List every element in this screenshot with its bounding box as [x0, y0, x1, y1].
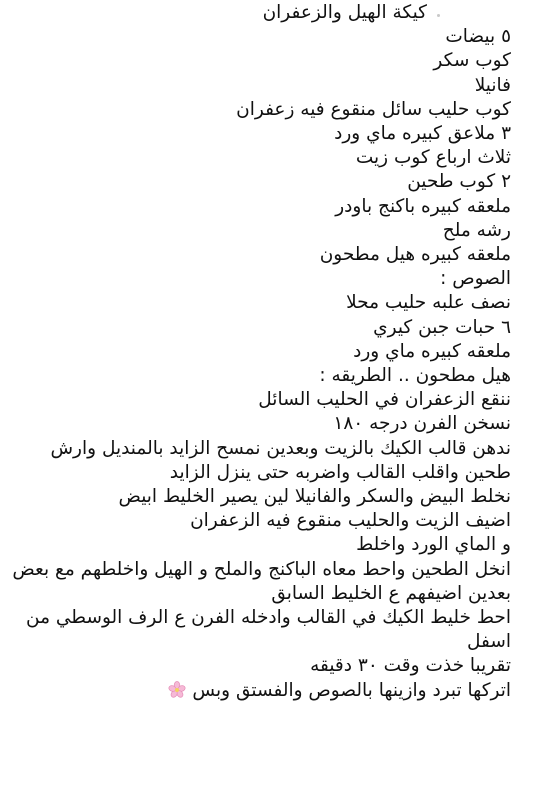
- note-line: ننقع الزعفران في الحليب السائل: [258, 389, 511, 411]
- note-line: ملعقه كبيره هيل مطحون: [319, 244, 511, 266]
- note-line: فانيلا: [474, 74, 511, 96]
- note-last-text: اتركها تبرد وازينها بالصوص والفستق وبس: [192, 679, 511, 701]
- note-line: ملعقه كبيره باكنج باودر: [335, 195, 511, 217]
- note-line: ٥ بيضات: [445, 26, 511, 48]
- cherry-blossom-icon: [168, 681, 186, 699]
- note-line: ندهن قالب الكيك بالزيت وبعدين نمسح الزايد بالمنديل وارش: [50, 437, 511, 459]
- note-line: كوب سكر: [433, 50, 511, 72]
- note-line: طحين واقلب القالب واضربه حتى ينزل الزايد: [169, 461, 511, 483]
- note-line: نخلط البيض والسكر والفانيلا لين يصير الخليط ابيض: [118, 486, 511, 508]
- note-line: ملعقه كبيره ماي ورد: [353, 340, 511, 362]
- note-line: نصف علبه حليب محلا: [346, 292, 511, 314]
- note-line: ٣ ملاعق كبيره ماي ورد: [334, 123, 511, 145]
- speck-dot: [437, 14, 440, 17]
- note-line: ٢ كوب طحين: [407, 171, 511, 193]
- sauce-heading: الصوص :: [440, 268, 511, 290]
- note-line: رشه ملح: [442, 219, 511, 241]
- note-line: نسخن الفرن درجه ١٨٠: [333, 413, 511, 435]
- note-line-last: [18, 679, 511, 703]
- recipe-title: كيكة الهيل والزعفران: [262, 2, 427, 23]
- note-line: اضيف الزيت والحليب منقوع فيه الزعفران: [190, 510, 511, 532]
- note-line: تقريبا خذت وقت ٣٠ دقيقه: [310, 655, 511, 677]
- note-line: ٦ حبات جبن كيري: [373, 316, 511, 338]
- note-line: انخل الطحين واحط معاه الباكنج والملح و الهيل واخلطهم مع بعض: [12, 558, 511, 580]
- note-line: ثلاث ارباع كوب زيت: [355, 147, 511, 169]
- note-line: كوب حليب سائل منقوع فيه زعفران: [236, 98, 511, 120]
- method-heading: هيل مطحون .. الطريقه :: [319, 365, 511, 387]
- note-line: اسفل: [466, 631, 511, 653]
- note-line: بعدين اضيفهم ع الخليط السابق: [271, 582, 511, 604]
- note-line: و الماي الورد واخلط: [356, 534, 511, 556]
- note-line: احط خليط الكيك في القالب وادخله الفرن ع الرف الوسطي من: [26, 607, 511, 629]
